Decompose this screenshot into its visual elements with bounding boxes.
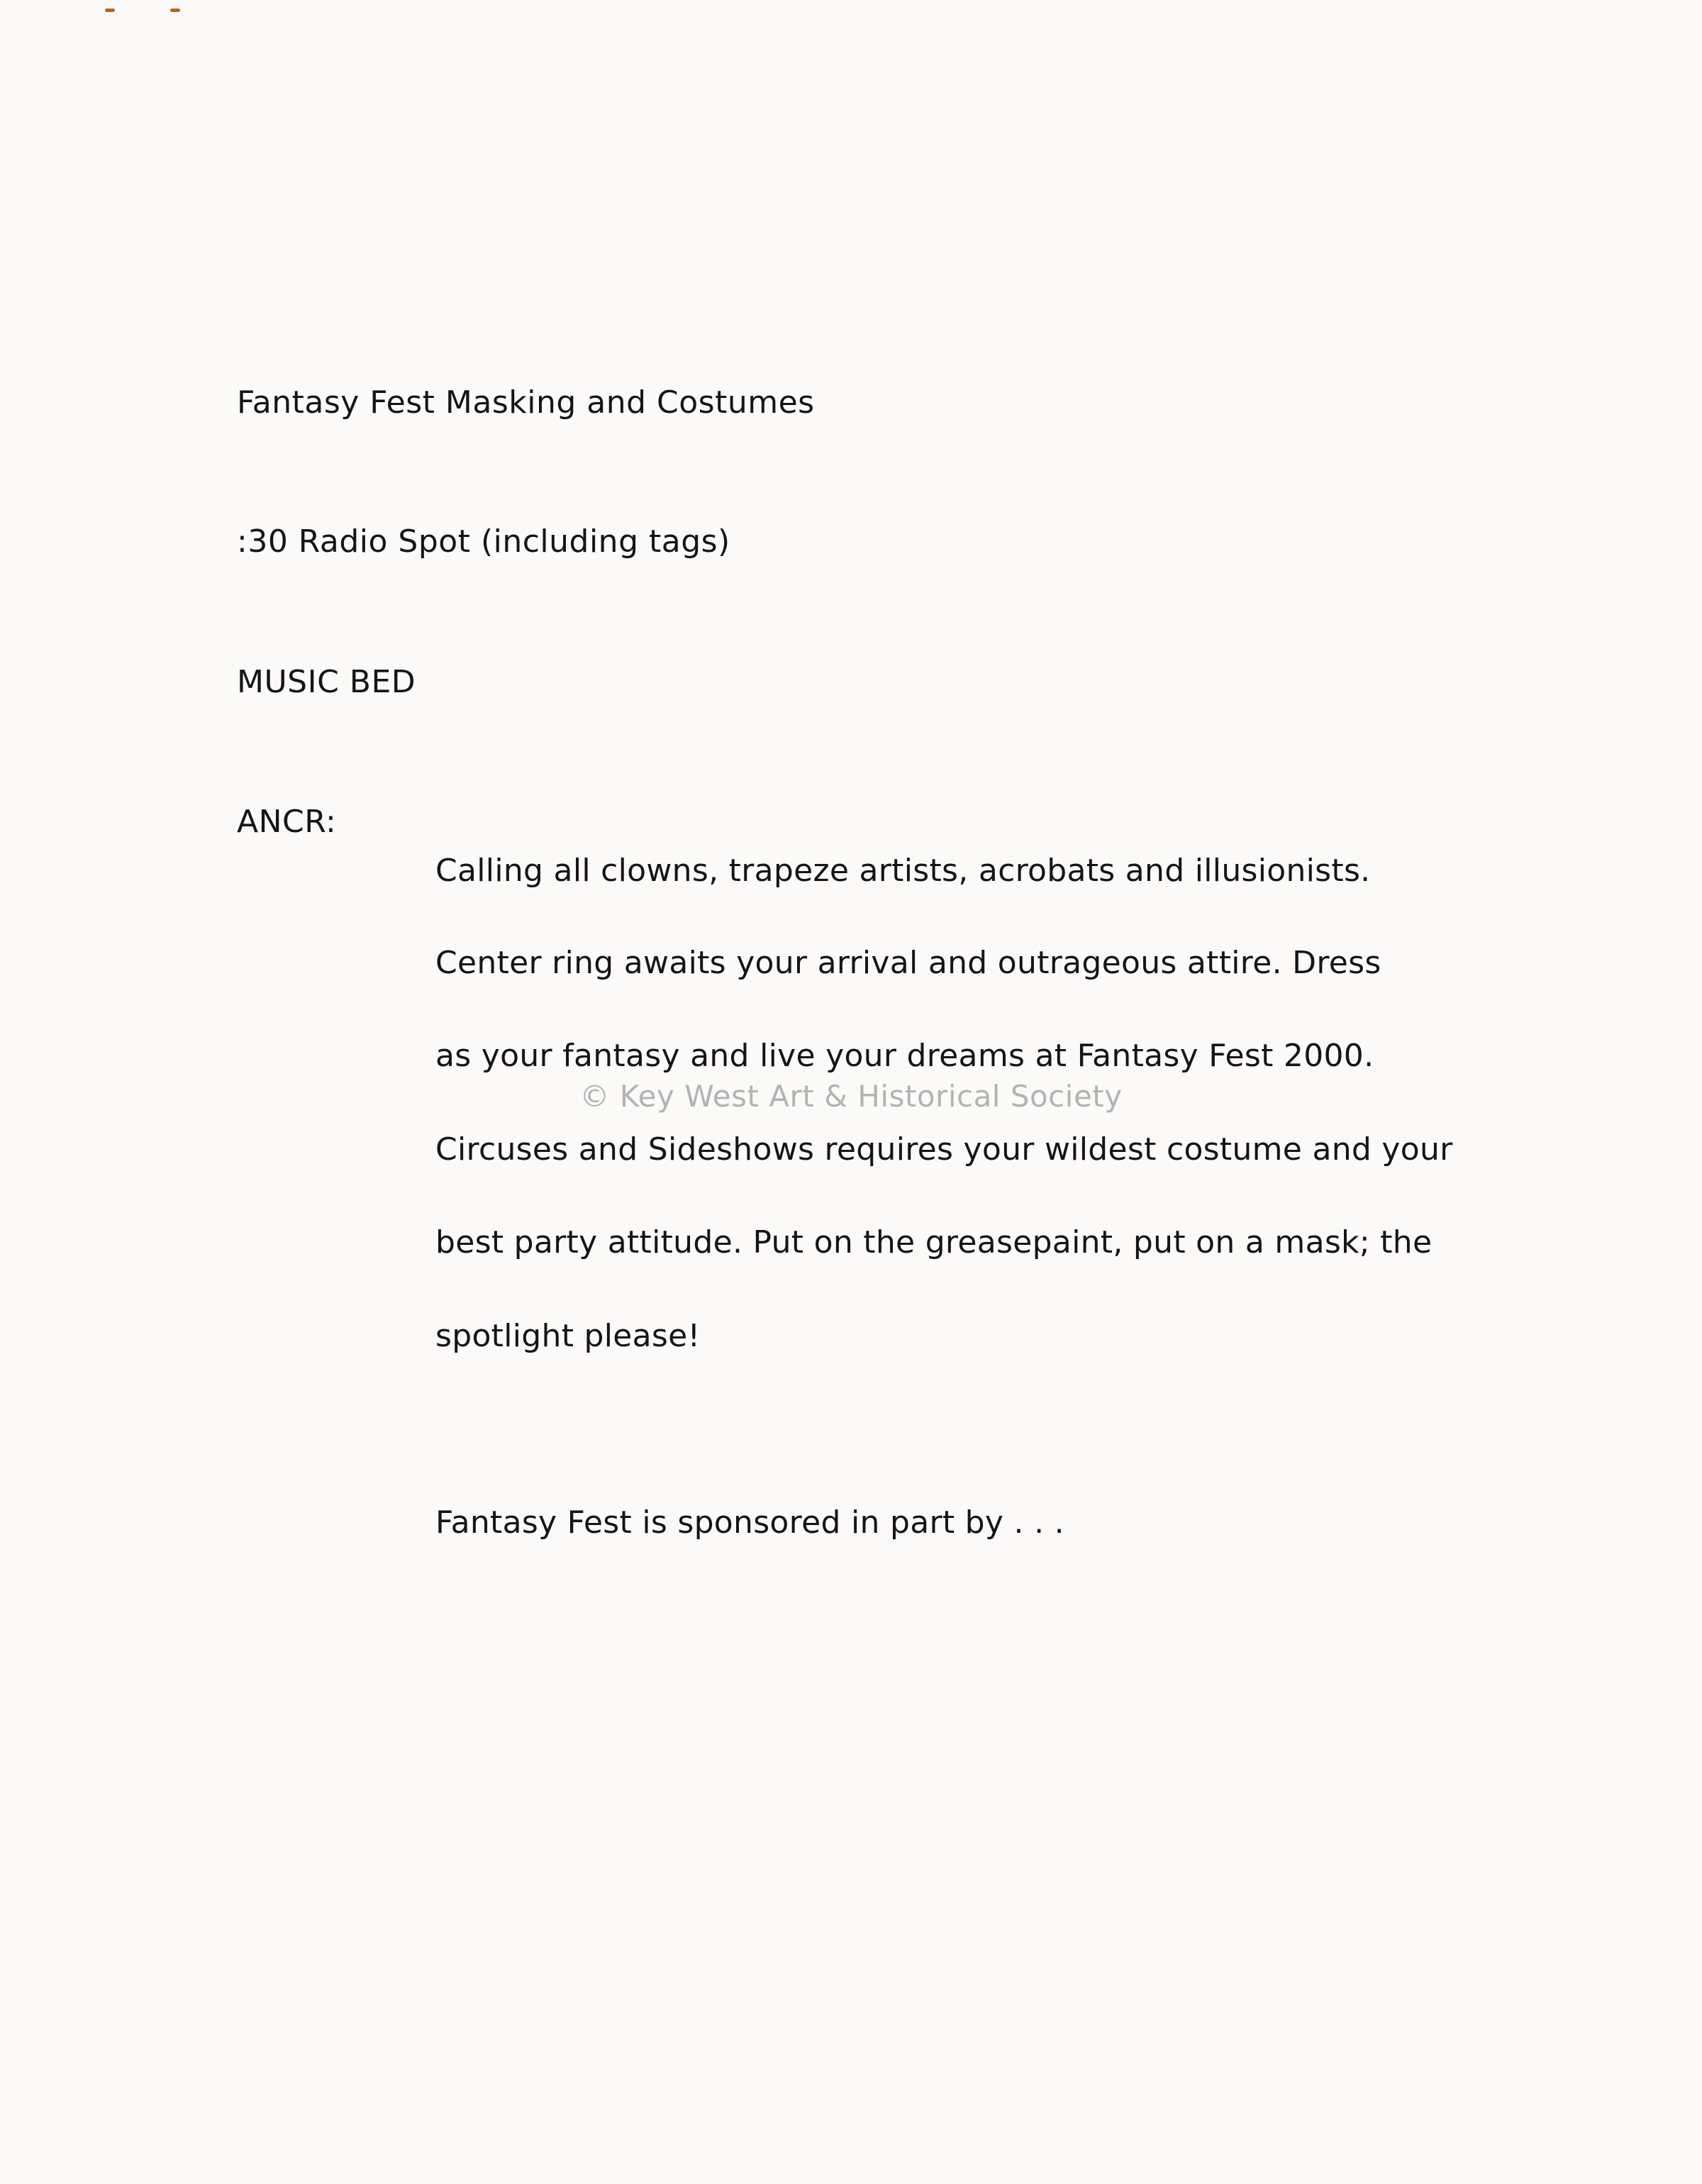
- corner-mark-left: [105, 9, 115, 12]
- sponsor-line: Fantasy Fest is sponsored in part by . . .: [435, 1504, 1064, 1541]
- copyright-watermark: © Key West Art & Historical Society: [579, 1079, 1123, 1114]
- script-line-2: Center ring awaits your arrival and outrageous attire. Dress: [435, 945, 1381, 981]
- spot-length-line: :30 Radio Spot (including tags): [237, 523, 730, 560]
- script-line-4: Circuses and Sideshows requires your wildest costume and your: [435, 1131, 1453, 1168]
- script-line-1: Calling all clowns, trapeze artists, acrobats and illusionists.: [435, 853, 1371, 889]
- speaker-label: ANCR:: [237, 804, 337, 840]
- script-line-6: spotlight please!: [435, 1318, 701, 1354]
- corner-mark-right: [170, 9, 180, 12]
- document-title: Fantasy Fest Masking and Costumes: [237, 384, 815, 421]
- music-cue-line: MUSIC BED: [237, 664, 416, 700]
- script-line-5: best party attitude. Put on the greasepaint, put on a mask; the: [435, 1224, 1433, 1260]
- script-line-3: as your fantasy and live your dreams at Fantasy Fest 2000.: [435, 1038, 1374, 1074]
